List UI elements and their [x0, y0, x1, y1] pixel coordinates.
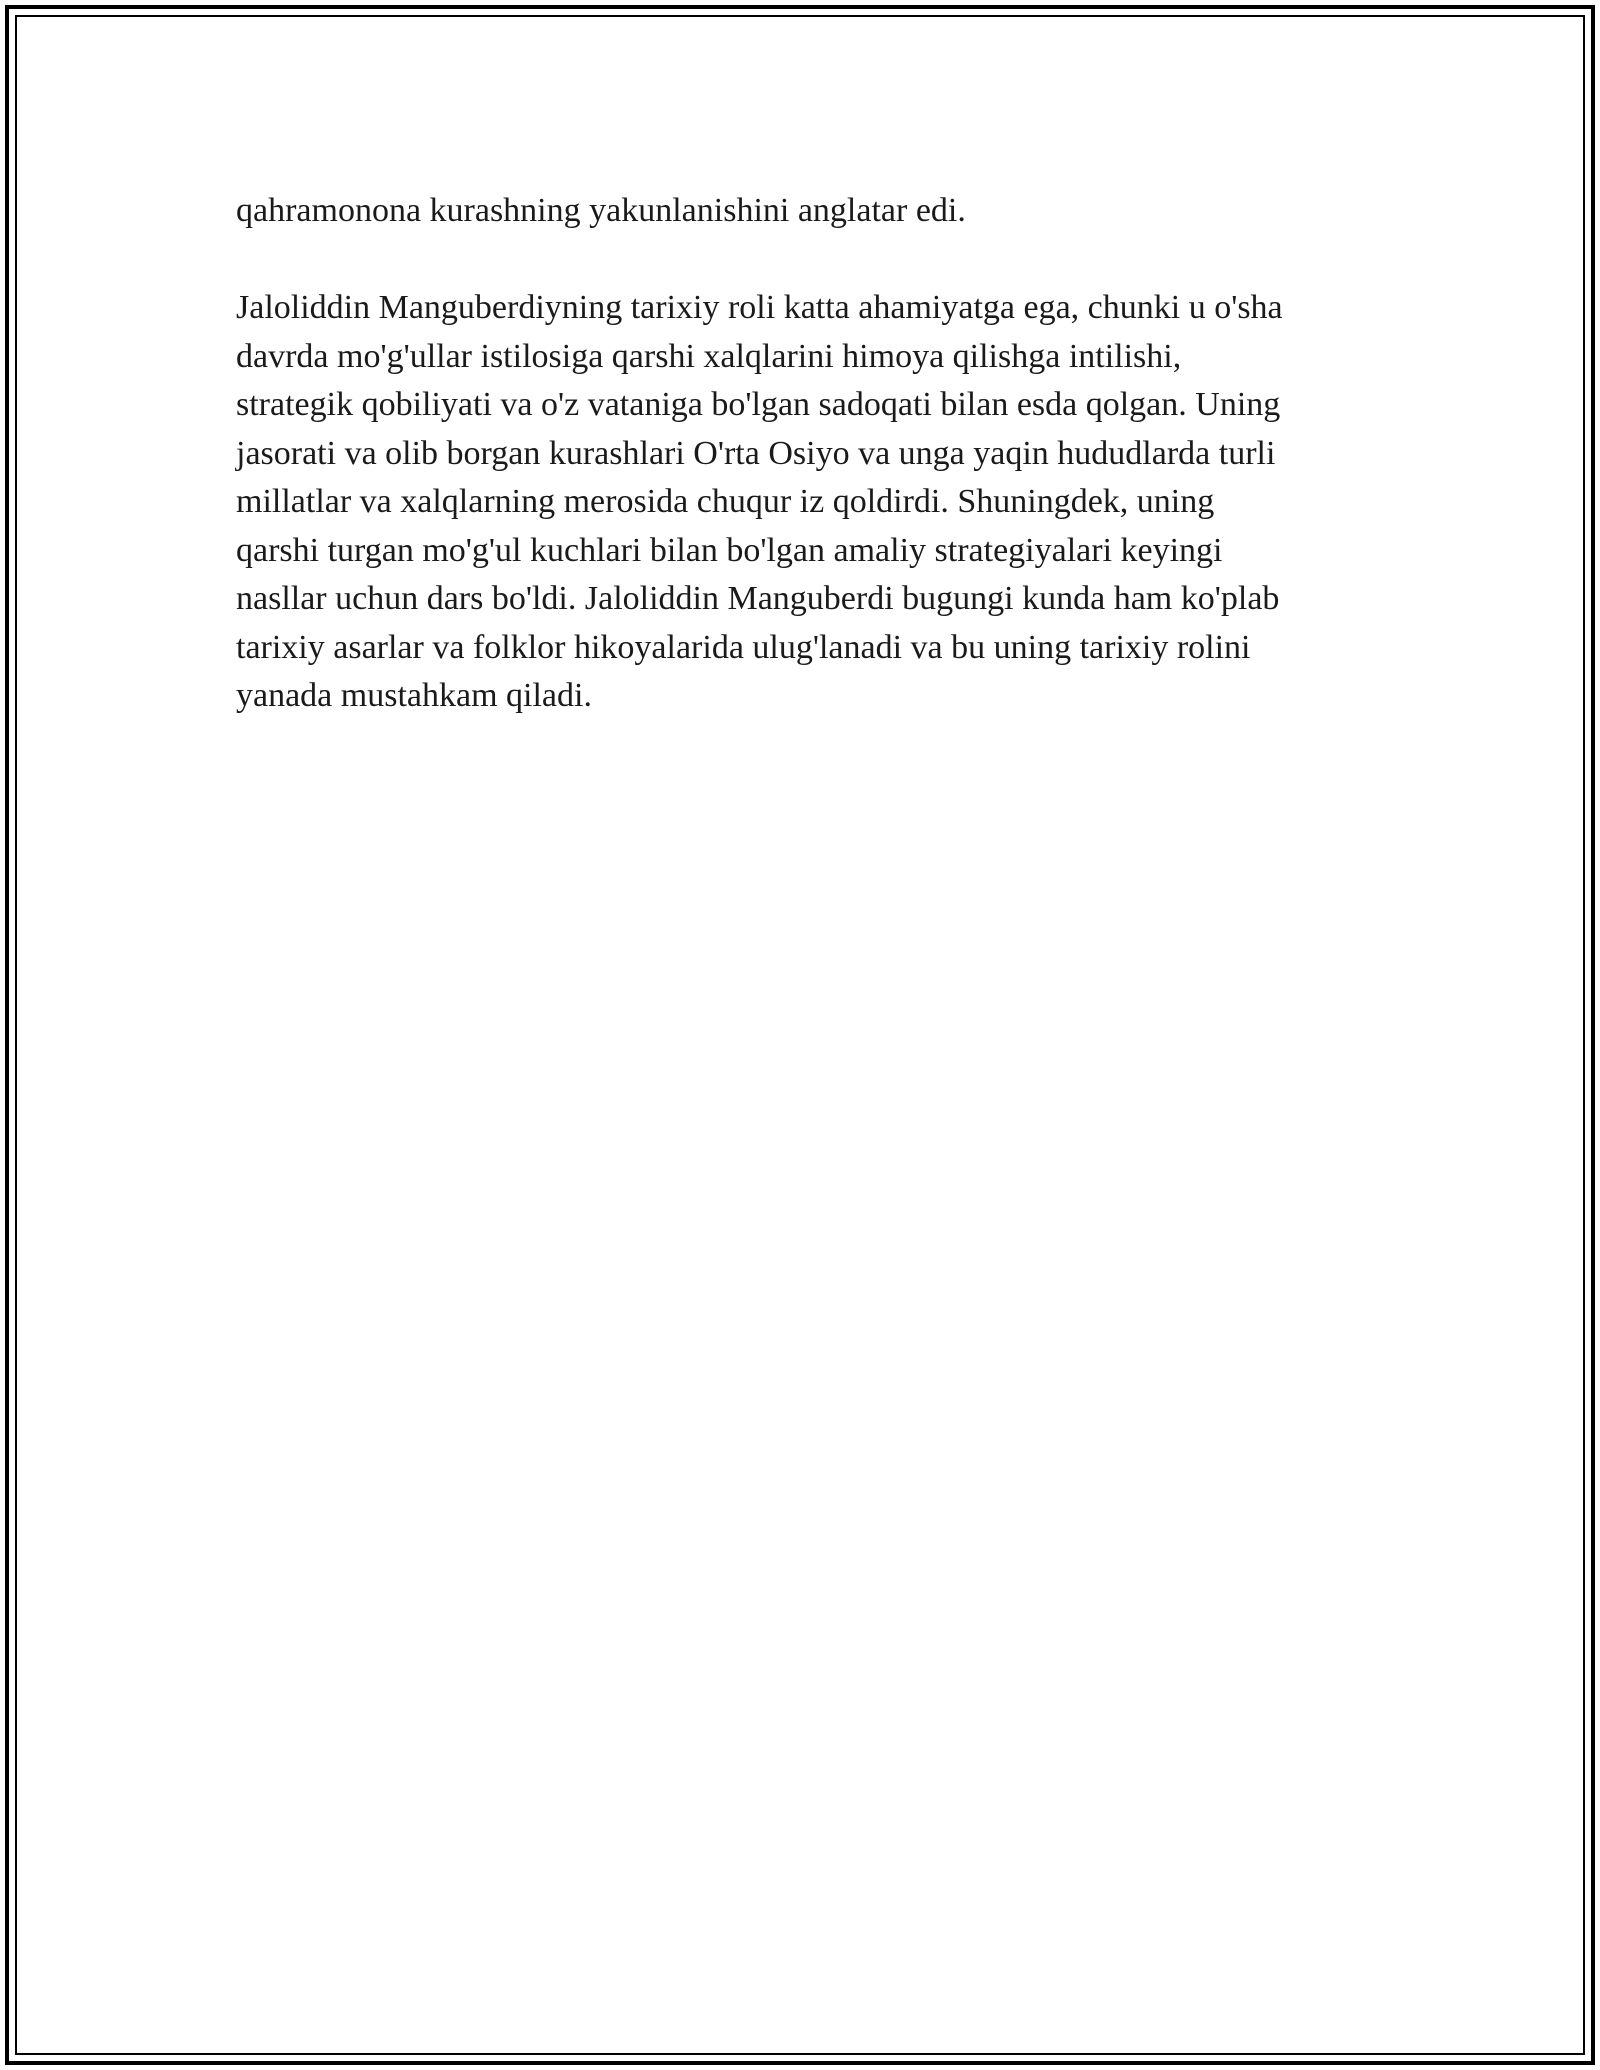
- text-line: davrda mo'g'ullar istilosiga qarshi xalqlarini himoya qilishga intilishi,: [236, 337, 1182, 375]
- text-line: millatlar va xalqlarning merosida chuqur iz qoldirdi. Shuningdek, uning: [236, 483, 1215, 520]
- text-line: yanada mustahkam qiladi.: [236, 677, 592, 714]
- paragraph-2: [236, 284, 1386, 721]
- text-line: strategik qobiliyati va o'z vataniga bo'lgan sadoqati bilan esda qolgan. Uning: [236, 386, 1281, 423]
- text-line: jasorati va olib borgan kurashlari O'rta Osiyo va unga yaqin hududlarda turli: [236, 434, 1276, 472]
- text-line: Jaloliddin Manguberdiyning tarixiy roli katta ahamiyatga ega, chunki u o'sha: [236, 289, 1283, 326]
- text-line: tarixiy asarlar va folklor hikoyalarida ulug'lanadi va bu uning tarixiy rolini: [236, 628, 1251, 666]
- text-line: nasllar uchun dars bo'ldi. Jaloliddin Manguberdi bugungi kunda ham ko'plab: [236, 580, 1280, 617]
- text-line: qarshi turgan mo'g'ul kuchlari bilan bo'lgan amaliy strategiyalari keyingi: [236, 531, 1223, 569]
- text-line: qahramonona kurashning yakunlanishini anglatar edi.: [236, 192, 966, 229]
- page-body: [236, 187, 1386, 721]
- paragraph-1: [236, 187, 1386, 236]
